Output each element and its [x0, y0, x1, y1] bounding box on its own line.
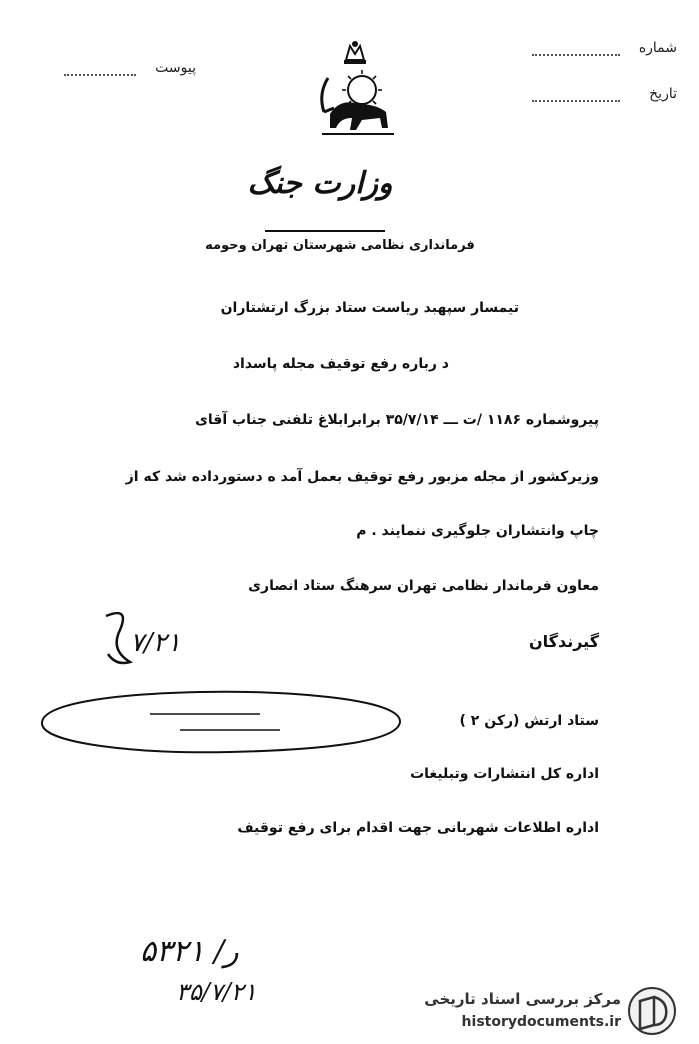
archive-logo-icon: [624, 985, 680, 1037]
handwritten-ref-number: ۵۳۲۱ /ر: [140, 934, 239, 969]
body-line: پیروشماره ۱۱۸۶ /ت ـــ ۳۵/۷/۱۴ برابرابلاغ تلفنی جناب آقای: [195, 412, 599, 428]
attachment-line: [64, 74, 136, 76]
recipient-item: اداره کل انتشارات وتبلیغات: [410, 766, 599, 782]
addressee-line: تیمسار سپهبد ریاست ستاد بزرگ ارتشتاران: [220, 300, 519, 316]
recipients-heading: گیرندگان: [528, 632, 599, 651]
date-line: [532, 100, 620, 102]
margin-note: ۷/۲۱: [130, 628, 181, 658]
lion-and-sun-emblem-icon: [300, 38, 410, 138]
body-line: چاپ وانتشاران جلوگیری ننمایند . م: [356, 523, 599, 539]
watermark-site: historydocuments.ir: [461, 1014, 621, 1030]
handwritten-ref-date: ۳۵/۷/۲۱: [176, 978, 257, 1006]
ministry-title: وزارت جنگ: [247, 166, 393, 201]
handwritten-oval-icon: [30, 684, 410, 760]
date-label: تاريخ: [649, 86, 677, 102]
attachment-label: پيوست: [155, 60, 196, 76]
office-subtitle: فرمانداری نظامی شهرستان تهران وحومه: [205, 238, 475, 253]
signature-line: معاون فرماندار نظامی تهران سرهنگ ستاد انصاری: [248, 578, 599, 594]
title-divider: [265, 230, 385, 232]
body-line: وزیرکشور از مجله مزبور رفع توقیف بعمل آمد ه دستورداده شد که از: [125, 469, 599, 485]
number-label: شماره: [638, 40, 677, 56]
number-line: [532, 54, 620, 56]
recipient-item: اداره اطلاعات شهربانی جهت اقدام برای رفع توقیف: [237, 820, 599, 836]
recipient-item: ستاد ارتش (رکن ۲ ): [459, 713, 599, 729]
watermark-org-name: مرکز بررسی اسناد تاریخی: [424, 990, 621, 1008]
subject-line: د رباره رفع توقیف مجله پاسداد: [232, 356, 449, 372]
